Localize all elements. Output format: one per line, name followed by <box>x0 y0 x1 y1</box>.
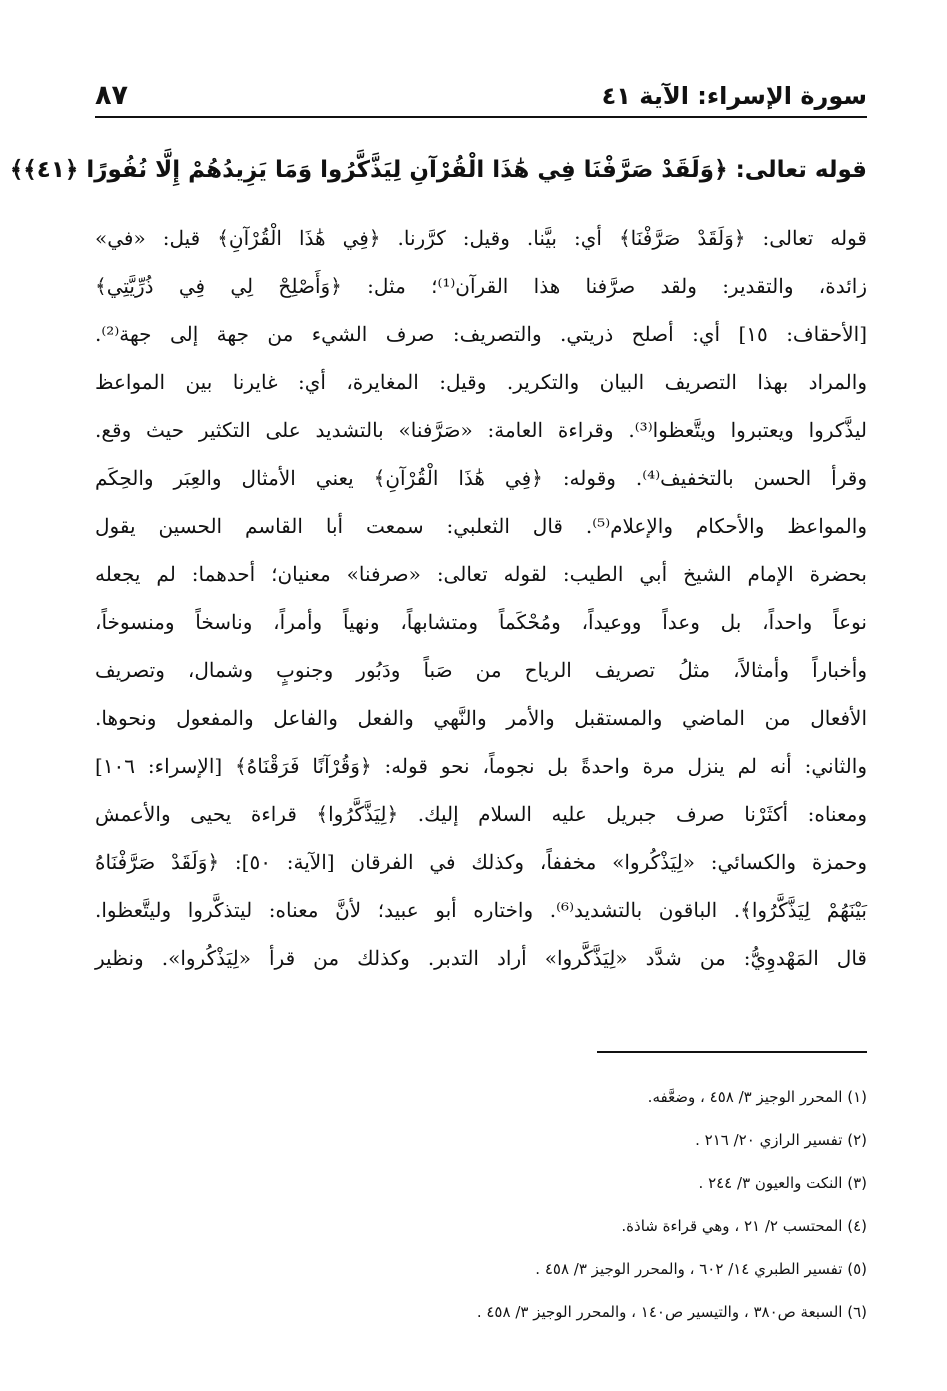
header-rule <box>95 116 867 118</box>
body-line: والمواعظ والأحكام والإعلام⁽⁵⁾. قال الثعلبي: سمعت أبا القاسم الحسين يقول <box>95 514 867 538</box>
body-line: وقرأ الحسن بالتخفيف⁽⁴⁾. وقوله: ﴿فِي هَٰذَا الْقُرْآنِ﴾ يعني الأمثال والعِبَر والحِكَم <box>95 466 867 490</box>
footnote: (٣) النكت والعيون ٣/ ٢٤٤ . <box>698 1174 867 1192</box>
body-line: قوله تعالى: ﴿وَلَقَدْ صَرَّفْنَا﴾ أي: بيَّنا. وقيل: كرَّرنا. ﴿فِي هَٰذَا الْقُرْآنِ﴾ قيل: «في» <box>95 226 867 250</box>
body-line: زائدة، والتقدير: ولقد صرَّفنا هذا القرآن⁽¹⁾؛ مثل: ﴿وَأَصْلِحْ لِي فِي ذُرِّيَّتِي﴾ <box>95 274 867 298</box>
body-line: بَيْنَهُمْ لِيَذَّكَّرُوا﴾. الباقون بالتشديد⁽⁶⁾. واختاره أبو عبيد؛ لأنَّ معناه: ليتذكَّروا وليتَّعظوا. <box>95 898 867 922</box>
footnote: (٥) تفسير الطبري ١٤/ ٦٠٢ ، والمحرر الوجيز ٣/ ٤٥٨ . <box>535 1260 867 1278</box>
body-line: بحضرة الإمام الشيخ أبي الطيب: لقوله تعالى: «صرفنا» معنيان؛ أحدهما: لم يجعله <box>95 562 867 586</box>
body-line: وحمزة والكسائي: «لِيَذْكُروا» مخففاً، وكذلك في الفرقان [الآية: ٥٠]: ﴿وَلَقَدْ صَرَّفْنَاهُ <box>95 850 867 874</box>
footnotes <box>95 1076 867 1334</box>
body-line: والمراد بهذا التصريف البيان والتكرير. وقيل: المغايرة، أي: غايرنا بين المواعظ <box>95 370 867 394</box>
body-line: [الأحقاف: ١٥] أي: أصلح ذريتي. والتصريف: صرف الشيء من جهة إلى جهة⁽²⁾. <box>95 322 868 346</box>
footnote: (٦) السبعة ص٣٨٠ ، والتيسير ص١٤٠ ، والمحرر الوجيز ٣/ ٤٥٨ . <box>476 1303 867 1321</box>
body-line: نوعاً واحداً، بل وعداً ووعيداً، ومُحْكَماً ومتشابهاً، ونهياً وأمراً، وناسخاً ومنسوخاً، <box>95 610 867 634</box>
running-title: سورة الإسراء: الآية ٤١ <box>601 82 867 110</box>
page-number: ٨٧ <box>95 80 128 111</box>
body-line: ليذَّكروا ويعتبروا ويتَّعظوا⁽³⁾. وقراءة العامة: «صَرَّفنا» بالتشديد على التكثير حيث وقع. <box>95 418 867 442</box>
body-line: الأفعال من الماضي والمستقبل والأمر والنَّهي والفعل والفاعل والمفعول ونحوها. <box>95 706 867 730</box>
body-line: ومعناه: أكثَرْنا صرف جبريل عليه السلام إليك. ﴿لِيَذَّكَّرُوا﴾ قراءة يحيى والأعمش <box>95 802 867 826</box>
verse-heading: قوله تعالى: ﴿وَلَقَدْ صَرَّفْنَا فِي هَٰذَا الْقُرْآنِ لِيَذَّكَّرُوا وَمَا يَزِيدُهُمْ إِلَّا نُفُورًا ﴿٤١﴾﴾ <box>9 157 867 183</box>
footnote: (٢) تفسير الرازي ٢٠/ ٢١٦ . <box>695 1131 867 1149</box>
page-header <box>95 72 867 116</box>
body-text <box>95 214 867 982</box>
footnote: (١) المحرر الوجيز ٣/ ٤٥٨ ، وضعَّفه. <box>647 1088 867 1106</box>
footnote: (٤) المحتسب ٢/ ٢١ ، وهي قراءة شاذة. <box>621 1217 867 1235</box>
body-line: قال المَهْدوِيُّ: من شدَّد «لِيَذَّكَّروا» أراد التدبر. وكذلك من قرأ «لِيَذْكُروا». ونظير <box>95 946 867 970</box>
footnote-separator <box>597 1051 867 1053</box>
body-line: وأخباراً وأمثالاً، مثلُ تصريف الرياح من صَباً ودَبُور وجنوبٍ وشمال، وتصريف <box>95 658 867 682</box>
body-line: والثاني: أنه لم ينزل مرة واحدةً بل نجوماً، نحو قوله: ﴿وَقُرْآنًا فَرَقْنَاهُ﴾ [الإسراء: ١٠٦] <box>95 754 867 778</box>
